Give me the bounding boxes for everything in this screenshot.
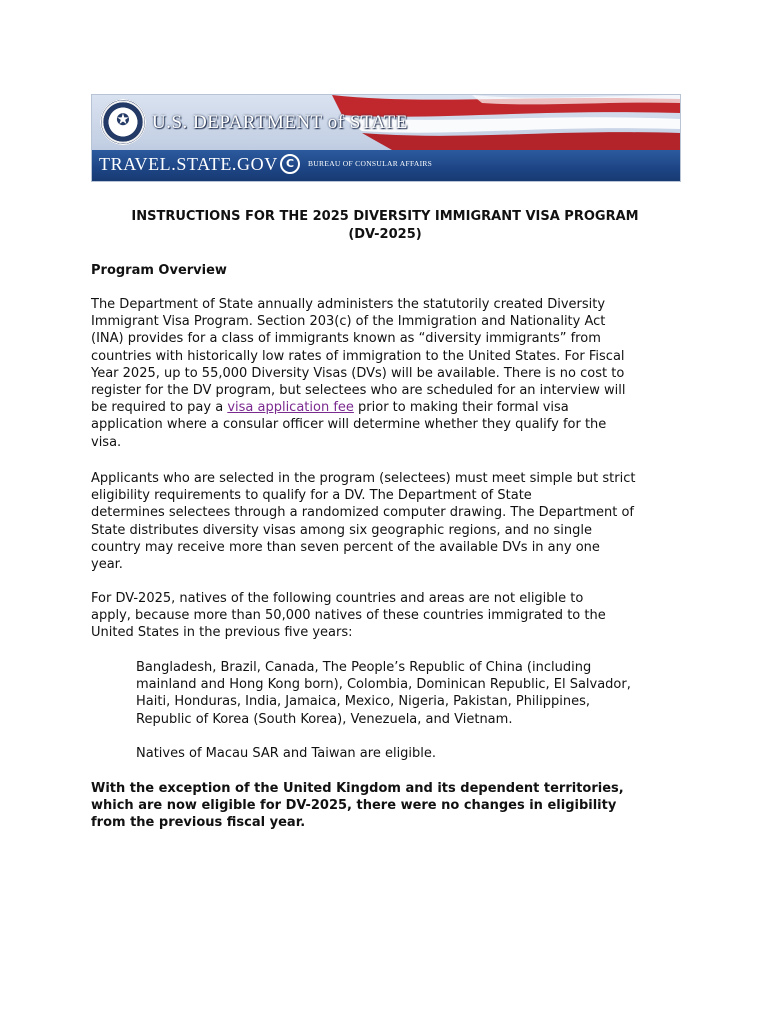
text-line: The Department of State annually administers the statutorily created Diversity — [91, 297, 606, 312]
eligible-note — [136, 745, 676, 762]
text-line: Applicants who are selected in the program (selectees) must meet simple but strict — [91, 471, 636, 486]
title-line-2: (DV-2025) — [348, 227, 422, 242]
consular-affairs-icon: C — [280, 154, 300, 174]
text-line: Republic of Korea (South Korea), Venezuela, and Vietnam. — [136, 711, 513, 727]
department-title: U.S. DEPARTMENT of STATE — [152, 112, 408, 133]
ineligible-intro-paragraph — [91, 590, 679, 642]
text-line: mainland and Hong Kong born), Colombia, Dominican Republic, El Salvador, — [136, 677, 631, 693]
text-line: United States in the previous five years: — [91, 625, 353, 641]
text-line: Natives of Macau SAR and Taiwan are eligible. — [136, 746, 437, 761]
text-line: (INA) provides for a class of immigrants known as “diversity immigrants” from — [91, 331, 601, 347]
text-fragment: be required to pay a — [91, 400, 228, 416]
ineligible-countries-list — [136, 659, 676, 728]
text-line: determines selectees through a randomized computer drawing. The Department of — [91, 505, 634, 521]
bureau-label: BUREAU OF CONSULAR AFFAIRS — [308, 159, 433, 168]
overview-paragraph — [91, 296, 679, 451]
state-seal-icon: ✪ — [100, 99, 146, 145]
state-department-banner[interactable] — [91, 94, 681, 182]
text-line: eligibility requirements to qualify for a DV. The Department of State — [91, 488, 532, 504]
text-line: register for the DV program, but selectees who are scheduled for an interview will — [91, 383, 626, 399]
text-line: With the exception of the United Kingdom and its dependent territories, — [91, 781, 624, 796]
text-line: year. — [91, 557, 123, 573]
text-line: country may receive more than seven percent of the available DVs in any one — [91, 539, 600, 555]
document-title — [91, 208, 679, 244]
title-line-1: INSTRUCTIONS FOR THE 2025 DIVERSITY IMMIGRANT VISA PROGRAM — [131, 209, 639, 224]
text-fragment: prior to making their formal visa — [353, 400, 569, 416]
text-line: from the previous fiscal year. — [91, 815, 306, 831]
text-line: visa. — [91, 434, 122, 450]
text-line: For DV-2025, natives of the following countries and areas are not eligible to — [91, 591, 584, 606]
travel-state-gov-logo[interactable]: TRAVEL.STATE.GOV — [99, 154, 278, 174]
selectees-paragraph — [91, 470, 679, 573]
text-line: which are now eligible for DV-2025, there were no changes in eligibility — [91, 798, 617, 814]
text-line: State distributes diversity visas among six geographic regions, and no single — [91, 522, 593, 538]
text-line: countries with historically low rates of immigration to the United States. For Fiscal — [91, 348, 625, 364]
overview-heading: Program Overview — [91, 263, 227, 278]
text-line: Haiti, Honduras, India, Jamaica, Mexico, Nigeria, Pakistan, Philippines, — [136, 694, 591, 710]
text-line: Year 2025, up to 55,000 Diversity Visas (DVs) will be available. There is no cost to — [91, 365, 625, 381]
text-line: Bangladesh, Brazil, Canada, The People’s Republic of China (including — [136, 660, 592, 675]
visa-application-fee-link[interactable]: visa application fee — [227, 400, 354, 416]
text-line: Immigrant Visa Program. Section 203(c) of the Immigration and Nationality Act — [91, 314, 606, 330]
text-line: application where a consular officer will determine whether they qualify for the — [91, 417, 607, 433]
text-line: apply, because more than 50,000 natives of these countries immigrated to the — [91, 608, 606, 624]
text-line — [91, 399, 679, 416]
exception-paragraph — [91, 780, 679, 832]
